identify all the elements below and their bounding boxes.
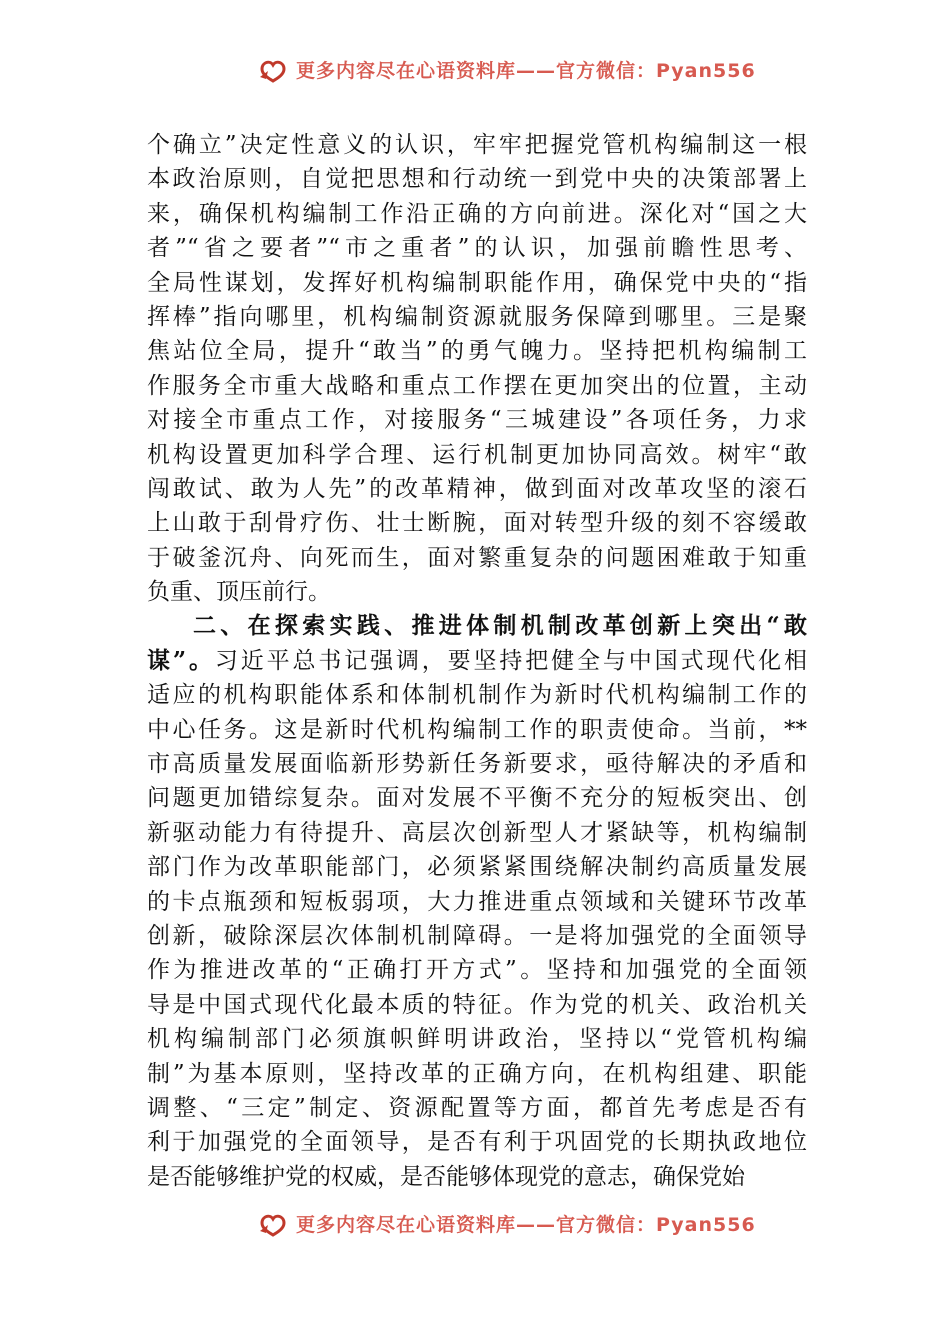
body-text: 全局性谋划，发挥好机构编制职能作用，确保党中央的“指	[147, 269, 807, 296]
text-line	[147, 1057, 807, 1091]
watermark-text: 更多内容尽在心语资料库——官方微信：Pyan556	[296, 60, 756, 82]
body-text: 市高质量发展面临新形势新任务新要求，亟待解决的矛盾和	[147, 751, 807, 778]
watermark-text: 更多内容尽在心语资料库——官方微信：Pyan556	[296, 1214, 756, 1236]
body-text: 上山敢于刮骨疗伤、壮士断腕，面对转型升级的刻不容缓敢	[147, 510, 807, 537]
text-line	[147, 678, 807, 712]
text-line	[147, 300, 807, 334]
text-line	[147, 644, 807, 678]
body-text: 个确立”决定性意义的认识，牢牢把握党管机构编制这一根	[147, 132, 807, 158]
body-text: 挥棒”指向哪里，机构编制资源就服务保障到哪里。三是聚	[147, 303, 807, 330]
text-line	[147, 919, 807, 953]
body-text: 问题更加错综复杂。面对发展不平衡不充分的短板突出、创	[147, 785, 807, 812]
body-text: 创新，破除深层次体制机制障碍。一是将加强党的全面领导	[147, 922, 807, 949]
body-text: 作服务全市重大战略和重点工作摆在更加突出的位置，主动	[147, 372, 807, 399]
text-line	[147, 197, 807, 231]
body-text: 调整、“三定”制定、资源配置等方面，都首先考虑是否有	[147, 1094, 807, 1121]
text-line	[147, 1091, 807, 1125]
body-text: 适应的机构职能体系和体制机制作为新时代机构编制工作的	[147, 682, 807, 709]
text-line	[147, 747, 807, 781]
text-line	[147, 1125, 807, 1159]
text-line	[147, 266, 807, 300]
text-line	[147, 1160, 807, 1194]
body-text: 焦站位全局，提升“敢当”的勇气魄力。坚持把机构编制工	[147, 338, 807, 365]
body-text: 闯敢试、敢为人先”的改革精神，做到面对改革攻坚的滚石	[147, 475, 807, 502]
body-text: 导是中国式现代化最本质的特征。作为党的机关、政治机关	[147, 991, 807, 1018]
body-text: 机构编制部门必须旗帜鲜明讲政治，坚持以“党管机构编	[147, 1026, 807, 1053]
body-text: 新驱动能力有待提升、高层次创新型人才紧缺等，机构编制	[147, 819, 807, 846]
text-line	[147, 850, 807, 884]
text-line	[147, 713, 807, 747]
text-line	[147, 1022, 807, 1056]
wechat-heart-logo-icon	[258, 57, 290, 83]
body-text: 是否能够维护党的权威，是否能够体现党的意志，确保党始	[147, 1163, 745, 1190]
body-text: 机构设置更加科学合理、运行机制更加协同高效。树牢“敢	[147, 441, 807, 468]
text-line	[147, 609, 807, 643]
body-text: 习近平总书记强调，要坚持把健全与中国式现代化相	[214, 647, 807, 674]
text-line	[147, 781, 807, 815]
section-heading-text: 二、在探索实践、推进体制机制改革创新上突出“敢	[193, 612, 807, 640]
text-line	[147, 953, 807, 987]
body-text: 负重、顶压前行。	[147, 579, 331, 606]
text-line	[147, 369, 807, 403]
text-line	[147, 816, 807, 850]
document-body	[147, 128, 807, 1194]
text-line	[147, 988, 807, 1022]
text-line	[147, 438, 807, 472]
body-text: 本政治原则，自觉把思想和行动统一到党中央的决策部署上	[147, 166, 807, 193]
body-text: 中心任务。这是新时代机构编制工作的职责使命。当前，**	[147, 716, 807, 743]
text-line	[147, 334, 807, 368]
body-text: 来，确保机构编制工作沿正确的方向前进。深化对“国之大	[147, 200, 807, 227]
text-line	[147, 506, 807, 540]
body-text: 制”为基本原则，坚持改革的正确方向，在机构组建、职能	[147, 1060, 807, 1087]
body-text: 对接全市重点工作，对接服务“三城建设”各项任务，力求	[147, 407, 807, 434]
text-line	[147, 128, 807, 162]
text-line	[147, 403, 807, 437]
body-text: 作为推进改革的“正确打开方式”。坚持和加强党的全面领	[147, 957, 807, 984]
text-line	[147, 162, 807, 196]
section-heading-text: 谋”。	[147, 646, 215, 674]
text-line	[147, 231, 807, 265]
body-text: 于破釜沉舟、向死而生，面对繁重复杂的问题困难敢于知重	[147, 544, 807, 571]
text-line	[147, 541, 807, 575]
body-text: 利于加强党的全面领导，是否有利于巩固党的长期执政地位	[147, 1129, 807, 1156]
body-text: 者”“省之要者”“市之重者”的认识，加强前瞻性思考、	[147, 235, 807, 262]
body-text: 的卡点瓶颈和短板弱项，大力推进重点领域和关键环节改革	[147, 888, 807, 915]
body-text: 部门作为改革职能部门，必须紧紧围绕解决制约高质量发展	[147, 854, 807, 881]
watermark-header	[0, 52, 950, 88]
text-line	[147, 885, 807, 919]
watermark-footer	[0, 1206, 950, 1242]
text-line	[147, 472, 807, 506]
wechat-heart-logo-icon	[258, 1211, 290, 1237]
text-line	[147, 575, 807, 609]
